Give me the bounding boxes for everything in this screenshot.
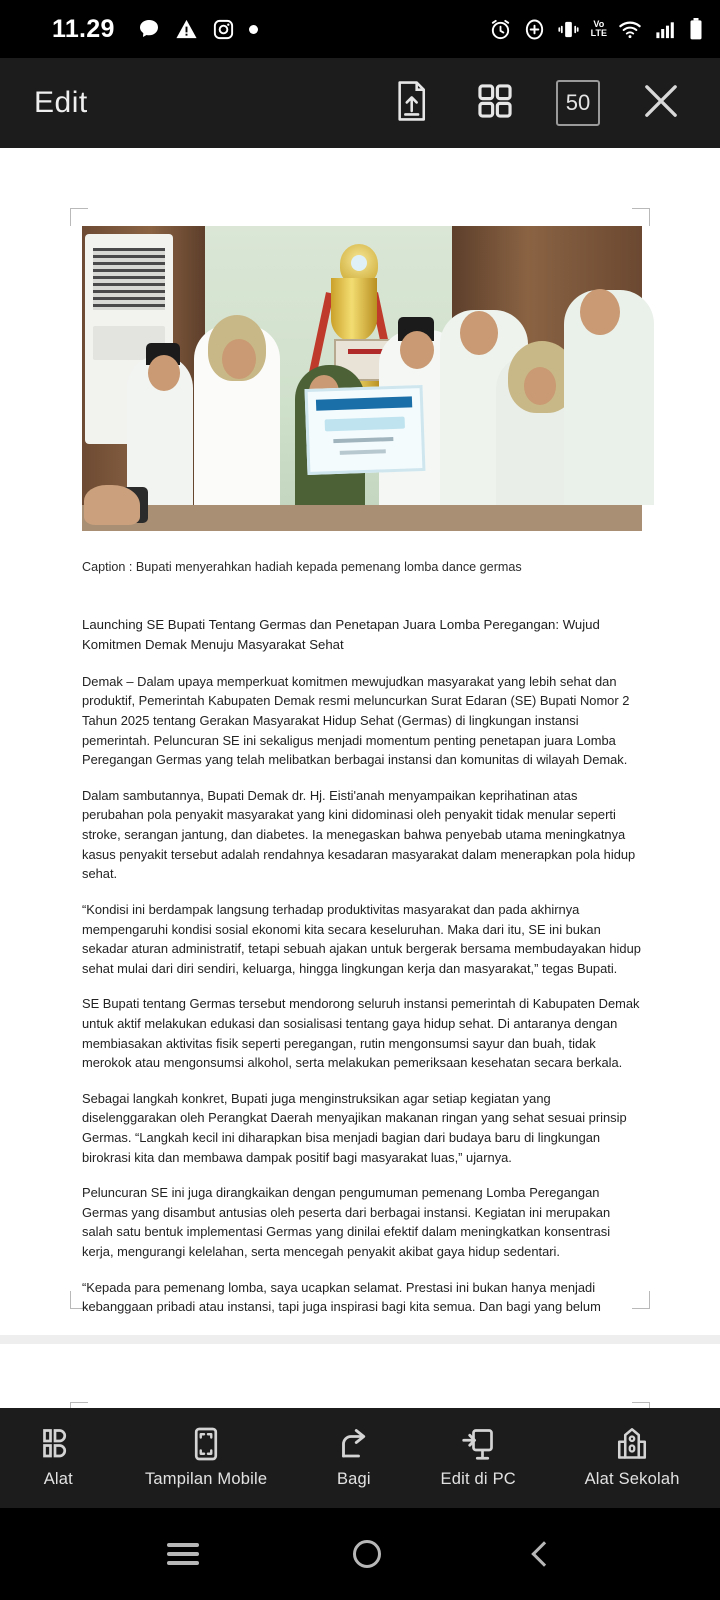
menu-icon[interactable]: [167, 1538, 199, 1570]
nav-label: Tampilan Mobile: [144, 1470, 268, 1488]
page-count-badge[interactable]: 50: [556, 80, 600, 126]
dot-icon: [249, 25, 258, 34]
article-headline: Launching SE Bupati Tentang Germas dan Penetapan Juara Lomba Peregangan: Wujud Komitmen Demak Menuju Masyarakat Sehat: [82, 616, 600, 653]
nav-item-bagi[interactable]: [336, 1427, 372, 1489]
nav-label: Edit di PC: [440, 1470, 516, 1488]
warning-triangle-icon: [175, 18, 198, 41]
article-paragraph: “Kondisi ini berdampak langsung terhadap produktivitas masyarakat dan pada akhirnya mempengaruhi kondisi sosial ekonomi kita secara keseluruhan. Maka dari itu, SE ini bukan sekadar aturan administratif, tetapi sebuah ajakan untuk bergerak bersama membudayakan hidup sehat mulai dari diri sendiri, keluarga, hingga lingkungan kerja dan masyarakat,” tegas Bupati.: [82, 901, 641, 976]
document-scroll-area[interactable]: [0, 148, 720, 1408]
page-title: Edit: [34, 86, 88, 119]
article-paragraph: “Kepada para pemenang lomba, saya ucapkan selamat. Prestasi ini bukan hanya menjadi kebanggaan pribadi atau instansi, tapi juga inspirasi bagi kita semua. Dan bagi yang belum: [82, 1279, 601, 1315]
school-tools-icon: [614, 1427, 650, 1461]
document-page-1[interactable]: [0, 148, 720, 1335]
signal-bars-icon: [653, 18, 677, 41]
vibrate-icon: [557, 18, 580, 41]
nav-label: Alat Sekolah: [584, 1470, 680, 1488]
status-bar-system-icons: [489, 0, 704, 58]
tools-grid-icon: [40, 1427, 76, 1461]
back-chevron-icon[interactable]: [531, 1541, 556, 1566]
status-bar-notifications: [137, 17, 258, 41]
edit-on-pc-icon: [460, 1427, 496, 1461]
nav-item-tampilan-mobile[interactable]: [145, 1427, 267, 1489]
article-paragraph: Peluncuran SE ini juga dirangkaikan dengan pengumuman pemenang Lomba Peregangan Germas yang disambut antusias oleh peserta dari berbagai instansi. Kegiatan ini merupakan salah satu bentuk implementasi Germas yang dinilai efektif dalam meningkatkan konsentrasi kerja, mengurangi kelelahan, serta mencegah penyakit akibat gaya hidup sedentari.: [82, 1185, 611, 1260]
volte-top-label: Vo: [593, 19, 605, 29]
grid-view-icon: [476, 82, 514, 125]
volte-icon: [591, 20, 607, 38]
export-document-button[interactable]: [388, 80, 434, 126]
status-bar-clock: 11.29: [52, 14, 115, 43]
nav-label: Alat: [43, 1470, 73, 1488]
close-button[interactable]: [638, 80, 684, 126]
share-icon: [336, 1427, 372, 1461]
bottom-navigation: [0, 1408, 720, 1508]
android-system-nav: [0, 1508, 720, 1600]
nav-item-alat-sekolah[interactable]: [585, 1427, 680, 1489]
wifi-icon: [618, 18, 642, 41]
instagram-icon: [212, 18, 235, 41]
plus-circle-icon: [523, 18, 546, 41]
close-icon: [641, 81, 681, 126]
article-paragraph: Dalam sambutannya, Bupati Demak dr. Hj. Eisti'anah menyampaikan keprihatinan atas perubahan pola penyakit masyarakat yang kini didominasi oleh penyakit tidak menular seperti stroke, serangan jantung, dan diabetes. Ia menegaskan bahwa penyebab utama meningkatnya kasus penyakit tersebut adalah rendahnya kesadaran masyarakat dalam menerapkan pola hidup sehat.: [82, 787, 636, 882]
hand: [84, 485, 140, 525]
home-circle-icon[interactable]: [353, 1540, 381, 1568]
certificate: [305, 385, 426, 475]
article-paragraph: SE Bupati tentang Germas tersebut mendorong seluruh instansi pemerintah di Kabupaten Demak untuk aktif melakukan edukasi dan sosialisasi tentang gaya hidup sehat. Di antaranya dengan membiasakan aktivitas fisik seperti peregangan, rutin mengonsumsi sayur dan buah, tidak merokok atau mengonsumsi alkohol, serta melakukan pemeriksaan kesehatan secara berkala.: [82, 996, 640, 1071]
nav-label: Bagi: [336, 1470, 371, 1488]
nav-item-alat[interactable]: [40, 1427, 76, 1489]
margin-mark-top-left: [70, 208, 88, 226]
mobile-view-icon: [188, 1427, 224, 1461]
chat-bubble-icon: [137, 17, 161, 41]
battery-icon: [688, 17, 704, 41]
export-document-icon: [394, 81, 428, 126]
alarm-icon: [489, 18, 512, 41]
article-paragraph: Demak – Dalam upaya memperkuat komitmen mewujudkan masyarakat yang lebih sehat dan produktif, Pemerintah Kabupaten Demak resmi meluncurkan Surat Edaran (SE) Bupati Nomor 2 Tahun 2025 tentang Gerakan Masyarakat Hidup Sehat (Germas) di lingkungan instansi pemerintah. Peluncuran SE ini sekaligus menjadi momentum penting penetapan juara Lomba Peregangan Germas yang telah melibatkan berbagai instansi dan komunitas di wilayah Demak.: [82, 673, 630, 768]
margin-mark-top-right: [632, 208, 650, 226]
page-separator: [0, 1335, 720, 1344]
article-paragraph: Sebagai langkah konkret, Bupati juga menginstruksikan agar setiap kegiatan yang diselenggarakan oleh Perangkat Daerah menyajikan makanan ringan yang sehat sesuai prinsip Germas. “Langkah kecil ini diharapkan bisa menjadi bagian dari budaya baru di lingkungan birokrasi kita dan membawa dampak positif bagi masyarakat luas,” ujarnya.: [82, 1090, 627, 1165]
toolbar-actions: [388, 80, 684, 126]
app-toolbar: [0, 58, 720, 148]
status-bar: [0, 0, 720, 58]
volte-bottom-label: LTE: [590, 28, 607, 38]
nav-item-edit-di-pc[interactable]: [441, 1427, 516, 1489]
grid-view-button[interactable]: [472, 80, 518, 126]
photo-caption: Caption : Bupati menyerahkan hadiah kepada pemenang lomba dance germas: [82, 560, 522, 574]
page-1-content: [82, 226, 642, 1317]
award-ceremony-photo[interactable]: [82, 226, 642, 531]
